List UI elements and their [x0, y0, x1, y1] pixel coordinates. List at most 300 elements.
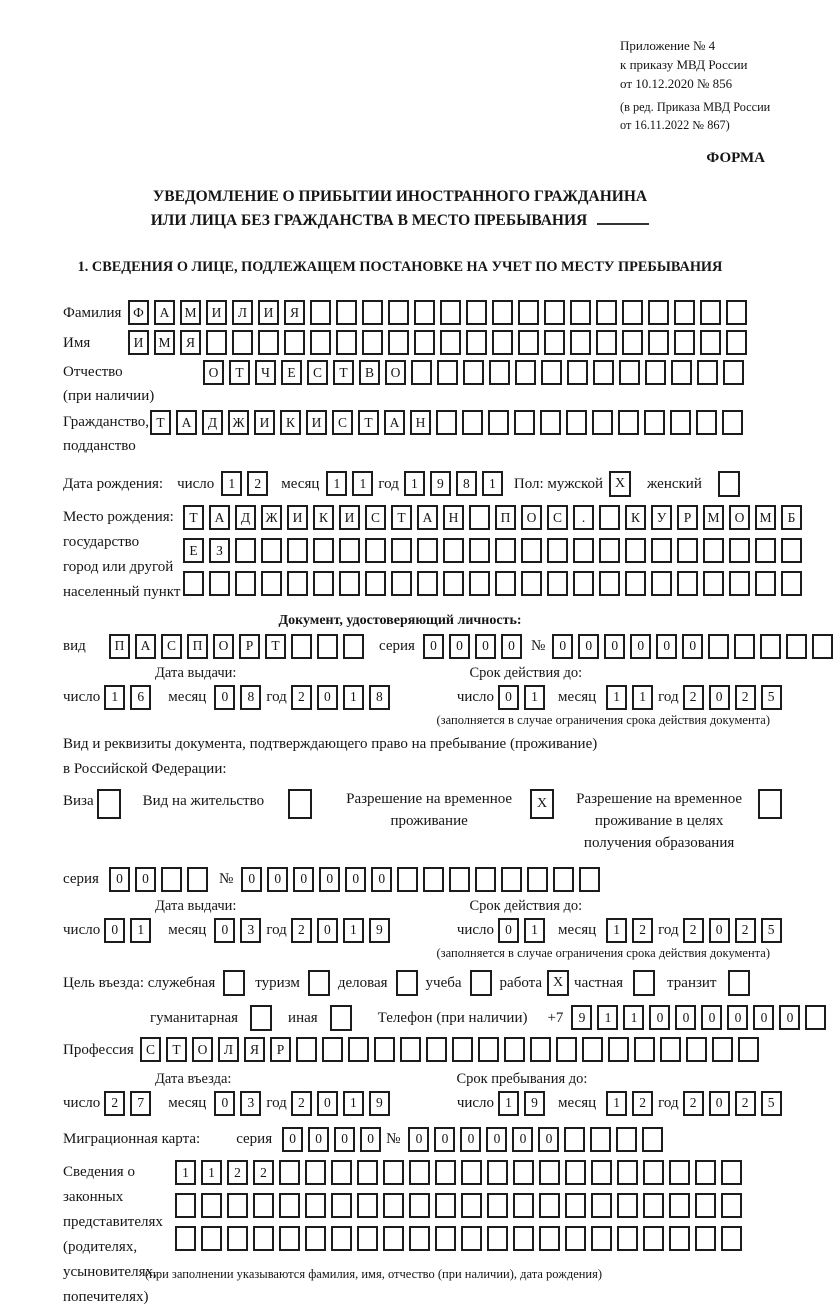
purpose-private-checkbox[interactable]	[633, 970, 655, 996]
char-cell[interactable]	[440, 300, 461, 325]
char-cell[interactable]	[391, 538, 412, 563]
purpose-other-checkbox[interactable]	[330, 1005, 352, 1031]
char-cell[interactable]: 0	[501, 634, 522, 659]
char-cell[interactable]	[674, 300, 695, 325]
char-cell[interactable]	[310, 300, 331, 325]
char-cell[interactable]	[591, 1160, 612, 1185]
char-cell[interactable]: П	[109, 634, 130, 659]
char-cell[interactable]: О	[521, 505, 542, 530]
char-cell[interactable]: 2	[683, 685, 704, 710]
char-cell[interactable]: 0	[709, 685, 730, 710]
char-cell[interactable]: Е	[183, 538, 204, 563]
char-cell[interactable]: Т	[150, 410, 171, 435]
char-cell[interactable]: А	[384, 410, 405, 435]
char-cell[interactable]: 0	[512, 1127, 533, 1152]
char-cell[interactable]: 0	[408, 1127, 429, 1152]
sex-male-checkbox[interactable]: X	[609, 471, 631, 497]
char-cell[interactable]	[357, 1160, 378, 1185]
char-cell[interactable]: 2	[253, 1160, 274, 1185]
char-cell[interactable]: А	[154, 300, 175, 325]
char-cell[interactable]	[599, 538, 620, 563]
char-cell[interactable]	[513, 1193, 534, 1218]
purpose-tourism-checkbox[interactable]	[308, 970, 330, 996]
char-cell[interactable]: 1	[524, 685, 545, 710]
char-cell[interactable]	[686, 1037, 707, 1062]
char-cell[interactable]: О	[729, 505, 750, 530]
char-cell[interactable]	[726, 330, 747, 355]
char-cell[interactable]	[539, 1160, 560, 1185]
char-cell[interactable]	[547, 538, 568, 563]
char-cell[interactable]: 2	[632, 918, 653, 943]
char-cell[interactable]: 1	[201, 1160, 222, 1185]
char-cell[interactable]	[608, 1037, 629, 1062]
char-cell[interactable]	[201, 1193, 222, 1218]
char-cell[interactable]: 8	[456, 471, 477, 496]
char-cell[interactable]	[514, 410, 535, 435]
char-cell[interactable]: 9	[524, 1091, 545, 1116]
char-cell[interactable]: 0	[701, 1005, 722, 1030]
char-cell[interactable]	[414, 300, 435, 325]
char-cell[interactable]: 2	[735, 685, 756, 710]
char-cell[interactable]: А	[176, 410, 197, 435]
char-cell[interactable]: М	[154, 330, 175, 355]
char-cell[interactable]: 0	[682, 634, 703, 659]
char-cell[interactable]: 0	[753, 1005, 774, 1030]
char-cell[interactable]	[469, 571, 490, 596]
char-cell[interactable]	[206, 330, 227, 355]
char-cell[interactable]	[644, 410, 665, 435]
char-cell[interactable]: 0	[709, 918, 730, 943]
sex-female-checkbox[interactable]	[718, 471, 740, 497]
char-cell[interactable]	[781, 538, 802, 563]
char-cell[interactable]: 2	[735, 918, 756, 943]
char-cell[interactable]: .	[573, 505, 594, 530]
char-cell[interactable]	[570, 330, 591, 355]
char-cell[interactable]	[310, 330, 331, 355]
char-cell[interactable]	[530, 1037, 551, 1062]
char-cell[interactable]: 1	[498, 1091, 519, 1116]
char-cell[interactable]	[625, 538, 646, 563]
char-cell[interactable]	[677, 538, 698, 563]
char-cell[interactable]	[596, 300, 617, 325]
char-cell[interactable]: 1	[524, 918, 545, 943]
char-cell[interactable]	[721, 1226, 742, 1251]
char-cell[interactable]	[708, 634, 729, 659]
char-cell[interactable]	[677, 571, 698, 596]
char-cell[interactable]	[305, 1160, 326, 1185]
char-cell[interactable]	[617, 1160, 638, 1185]
char-cell[interactable]: И	[306, 410, 327, 435]
char-cell[interactable]	[495, 538, 516, 563]
char-cell[interactable]: 0	[317, 685, 338, 710]
char-cell[interactable]: 1	[606, 918, 627, 943]
char-cell[interactable]	[573, 571, 594, 596]
purpose-work-checkbox[interactable]: X	[547, 970, 569, 996]
char-cell[interactable]: С	[307, 360, 328, 385]
char-cell[interactable]: П	[187, 634, 208, 659]
char-cell[interactable]	[296, 1037, 317, 1062]
char-cell[interactable]	[566, 410, 587, 435]
char-cell[interactable]	[722, 410, 743, 435]
char-cell[interactable]	[599, 571, 620, 596]
char-cell[interactable]: 1	[404, 471, 425, 496]
char-cell[interactable]: А	[135, 634, 156, 659]
char-cell[interactable]	[388, 330, 409, 355]
char-cell[interactable]: Т	[166, 1037, 187, 1062]
char-cell[interactable]	[279, 1226, 300, 1251]
char-cell[interactable]	[365, 538, 386, 563]
char-cell[interactable]	[417, 538, 438, 563]
char-cell[interactable]	[567, 360, 588, 385]
char-cell[interactable]	[357, 1226, 378, 1251]
char-cell[interactable]	[729, 538, 750, 563]
char-cell[interactable]: В	[359, 360, 380, 385]
char-cell[interactable]	[449, 867, 470, 892]
char-cell[interactable]	[331, 1193, 352, 1218]
char-cell[interactable]	[374, 1037, 395, 1062]
char-cell[interactable]	[723, 360, 744, 385]
char-cell[interactable]: К	[280, 410, 301, 435]
char-cell[interactable]: 0	[649, 1005, 670, 1030]
char-cell[interactable]: 0	[317, 1091, 338, 1116]
char-cell[interactable]	[348, 1037, 369, 1062]
char-cell[interactable]: З	[209, 538, 230, 563]
char-cell[interactable]: 3	[240, 1091, 261, 1116]
char-cell[interactable]	[409, 1160, 430, 1185]
char-cell[interactable]	[357, 1193, 378, 1218]
char-cell[interactable]	[313, 538, 334, 563]
char-cell[interactable]	[695, 1226, 716, 1251]
char-cell[interactable]	[703, 571, 724, 596]
char-cell[interactable]: 9	[369, 918, 390, 943]
char-cell[interactable]: Т	[391, 505, 412, 530]
char-cell[interactable]	[183, 571, 204, 596]
char-cell[interactable]: 0	[656, 634, 677, 659]
char-cell[interactable]: И	[339, 505, 360, 530]
char-cell[interactable]: О	[192, 1037, 213, 1062]
visa-checkbox[interactable]	[97, 789, 121, 819]
char-cell[interactable]	[331, 1226, 352, 1251]
char-cell[interactable]	[279, 1160, 300, 1185]
char-cell[interactable]	[339, 571, 360, 596]
char-cell[interactable]: 6	[130, 685, 151, 710]
char-cell[interactable]	[729, 571, 750, 596]
char-cell[interactable]: 1	[175, 1160, 196, 1185]
char-cell[interactable]: 0	[345, 867, 366, 892]
char-cell[interactable]	[391, 571, 412, 596]
char-cell[interactable]: 8	[369, 685, 390, 710]
purpose-study-checkbox[interactable]	[470, 970, 492, 996]
char-cell[interactable]	[253, 1226, 274, 1251]
char-cell[interactable]	[643, 1193, 664, 1218]
char-cell[interactable]	[540, 410, 561, 435]
char-cell[interactable]	[593, 360, 614, 385]
char-cell[interactable]: Д	[202, 410, 223, 435]
char-cell[interactable]: А	[417, 505, 438, 530]
char-cell[interactable]	[461, 1193, 482, 1218]
char-cell[interactable]	[466, 300, 487, 325]
char-cell[interactable]: 1	[326, 471, 347, 496]
char-cell[interactable]	[469, 505, 490, 530]
char-cell[interactable]	[209, 571, 230, 596]
char-cell[interactable]	[518, 300, 539, 325]
char-cell[interactable]: 0	[109, 867, 130, 892]
char-cell[interactable]: И	[128, 330, 149, 355]
char-cell[interactable]	[582, 1037, 603, 1062]
char-cell[interactable]	[556, 1037, 577, 1062]
char-cell[interactable]	[336, 300, 357, 325]
char-cell[interactable]	[343, 634, 364, 659]
char-cell[interactable]	[462, 410, 483, 435]
char-cell[interactable]	[669, 1160, 690, 1185]
char-cell[interactable]	[513, 1160, 534, 1185]
char-cell[interactable]	[700, 300, 721, 325]
char-cell[interactable]	[622, 300, 643, 325]
char-cell[interactable]	[336, 330, 357, 355]
char-cell[interactable]	[642, 1127, 663, 1152]
char-cell[interactable]: Н	[410, 410, 431, 435]
char-cell[interactable]: 0	[460, 1127, 481, 1152]
char-cell[interactable]: 5	[761, 685, 782, 710]
char-cell[interactable]	[501, 867, 522, 892]
char-cell[interactable]: С	[140, 1037, 161, 1062]
char-cell[interactable]	[669, 1226, 690, 1251]
char-cell[interactable]: 0	[578, 634, 599, 659]
char-cell[interactable]: 0	[434, 1127, 455, 1152]
char-cell[interactable]: М	[703, 505, 724, 530]
char-cell[interactable]	[518, 330, 539, 355]
char-cell[interactable]	[591, 1193, 612, 1218]
char-cell[interactable]	[513, 1226, 534, 1251]
char-cell[interactable]: 0	[241, 867, 262, 892]
char-cell[interactable]: 1	[623, 1005, 644, 1030]
char-cell[interactable]: П	[495, 505, 516, 530]
char-cell[interactable]	[590, 1127, 611, 1152]
char-cell[interactable]	[437, 360, 458, 385]
char-cell[interactable]	[409, 1193, 430, 1218]
char-cell[interactable]: И	[287, 505, 308, 530]
char-cell[interactable]: 0	[282, 1127, 303, 1152]
char-cell[interactable]	[648, 300, 669, 325]
char-cell[interactable]	[616, 1127, 637, 1152]
char-cell[interactable]: Н	[443, 505, 464, 530]
char-cell[interactable]	[487, 1226, 508, 1251]
char-cell[interactable]: С	[332, 410, 353, 435]
char-cell[interactable]	[397, 867, 418, 892]
char-cell[interactable]: 5	[761, 918, 782, 943]
char-cell[interactable]	[553, 867, 574, 892]
char-cell[interactable]	[618, 410, 639, 435]
char-cell[interactable]	[463, 360, 484, 385]
char-cell[interactable]: 1	[343, 685, 364, 710]
char-cell[interactable]: 2	[683, 918, 704, 943]
char-cell[interactable]	[541, 360, 562, 385]
char-cell[interactable]: У	[651, 505, 672, 530]
char-cell[interactable]: 0	[371, 867, 392, 892]
char-cell[interactable]	[492, 300, 513, 325]
char-cell[interactable]	[261, 571, 282, 596]
char-cell[interactable]	[339, 538, 360, 563]
char-cell[interactable]: 2	[291, 1091, 312, 1116]
char-cell[interactable]	[579, 867, 600, 892]
char-cell[interactable]: 1	[606, 685, 627, 710]
char-cell[interactable]: 0	[675, 1005, 696, 1030]
char-cell[interactable]: 0	[486, 1127, 507, 1152]
char-cell[interactable]	[544, 300, 565, 325]
char-cell[interactable]: 3	[240, 918, 261, 943]
char-cell[interactable]	[322, 1037, 343, 1062]
char-cell[interactable]	[760, 634, 781, 659]
char-cell[interactable]: 1	[221, 471, 242, 496]
char-cell[interactable]	[738, 1037, 759, 1062]
char-cell[interactable]: 2	[735, 1091, 756, 1116]
char-cell[interactable]: Т	[265, 634, 286, 659]
char-cell[interactable]	[564, 1127, 585, 1152]
char-cell[interactable]: 1	[352, 471, 373, 496]
char-cell[interactable]: 0	[319, 867, 340, 892]
char-cell[interactable]	[721, 1160, 742, 1185]
char-cell[interactable]: 9	[430, 471, 451, 496]
char-cell[interactable]: 2	[632, 1091, 653, 1116]
char-cell[interactable]	[365, 571, 386, 596]
char-cell[interactable]: 0	[360, 1127, 381, 1152]
char-cell[interactable]	[409, 1226, 430, 1251]
char-cell[interactable]: 9	[369, 1091, 390, 1116]
char-cell[interactable]: Р	[239, 634, 260, 659]
char-cell[interactable]	[287, 538, 308, 563]
char-cell[interactable]: Б	[781, 505, 802, 530]
purpose-business-checkbox[interactable]	[396, 970, 418, 996]
char-cell[interactable]	[596, 330, 617, 355]
char-cell[interactable]	[279, 1193, 300, 1218]
char-cell[interactable]: И	[206, 300, 227, 325]
char-cell[interactable]: 1	[606, 1091, 627, 1116]
char-cell[interactable]	[781, 571, 802, 596]
char-cell[interactable]: 9	[571, 1005, 592, 1030]
char-cell[interactable]: 0	[498, 685, 519, 710]
char-cell[interactable]: 0	[334, 1127, 355, 1152]
char-cell[interactable]	[544, 330, 565, 355]
char-cell[interactable]	[812, 634, 833, 659]
char-cell[interactable]: Я	[180, 330, 201, 355]
char-cell[interactable]: О	[203, 360, 224, 385]
char-cell[interactable]	[712, 1037, 733, 1062]
char-cell[interactable]	[258, 330, 279, 355]
char-cell[interactable]	[261, 538, 282, 563]
char-cell[interactable]	[487, 1160, 508, 1185]
char-cell[interactable]: 0	[267, 867, 288, 892]
char-cell[interactable]	[670, 410, 691, 435]
char-cell[interactable]	[700, 330, 721, 355]
char-cell[interactable]: Ф	[128, 300, 149, 325]
char-cell[interactable]	[201, 1226, 222, 1251]
char-cell[interactable]	[495, 571, 516, 596]
char-cell[interactable]	[383, 1226, 404, 1251]
purpose-humanitarian-checkbox[interactable]	[250, 1005, 272, 1031]
char-cell[interactable]: 0	[423, 634, 444, 659]
char-cell[interactable]	[291, 634, 312, 659]
char-cell[interactable]: Л	[218, 1037, 239, 1062]
char-cell[interactable]: С	[365, 505, 386, 530]
char-cell[interactable]	[466, 330, 487, 355]
char-cell[interactable]	[565, 1226, 586, 1251]
char-cell[interactable]: О	[385, 360, 406, 385]
char-cell[interactable]: Т	[358, 410, 379, 435]
char-cell[interactable]: Е	[281, 360, 302, 385]
char-cell[interactable]: 7	[130, 1091, 151, 1116]
char-cell[interactable]	[235, 571, 256, 596]
char-cell[interactable]	[443, 538, 464, 563]
char-cell[interactable]: Т	[333, 360, 354, 385]
residence-permit-checkbox[interactable]	[288, 789, 312, 819]
char-cell[interactable]	[426, 1037, 447, 1062]
char-cell[interactable]: И	[254, 410, 275, 435]
char-cell[interactable]	[695, 1160, 716, 1185]
char-cell[interactable]: 5	[761, 1091, 782, 1116]
char-cell[interactable]: 1	[482, 471, 503, 496]
char-cell[interactable]: О	[213, 634, 234, 659]
char-cell[interactable]	[227, 1226, 248, 1251]
char-cell[interactable]: 0	[317, 918, 338, 943]
char-cell[interactable]	[388, 300, 409, 325]
char-cell[interactable]	[539, 1193, 560, 1218]
char-cell[interactable]: 0	[498, 918, 519, 943]
char-cell[interactable]	[417, 571, 438, 596]
char-cell[interactable]	[573, 538, 594, 563]
char-cell[interactable]	[305, 1226, 326, 1251]
char-cell[interactable]: Я	[244, 1037, 265, 1062]
char-cell[interactable]	[660, 1037, 681, 1062]
char-cell[interactable]	[651, 571, 672, 596]
char-cell[interactable]	[452, 1037, 473, 1062]
char-cell[interactable]: 1	[104, 685, 125, 710]
char-cell[interactable]: 2	[291, 918, 312, 943]
char-cell[interactable]	[492, 330, 513, 355]
char-cell[interactable]	[565, 1160, 586, 1185]
char-cell[interactable]	[284, 330, 305, 355]
char-cell[interactable]	[461, 1160, 482, 1185]
purpose-transit-checkbox[interactable]	[728, 970, 750, 996]
char-cell[interactable]: 2	[247, 471, 268, 496]
char-cell[interactable]: И	[258, 300, 279, 325]
char-cell[interactable]	[721, 1193, 742, 1218]
char-cell[interactable]	[487, 1193, 508, 1218]
char-cell[interactable]: 1	[343, 1091, 364, 1116]
char-cell[interactable]	[617, 1193, 638, 1218]
char-cell[interactable]	[469, 538, 490, 563]
char-cell[interactable]: Р	[677, 505, 698, 530]
char-cell[interactable]	[515, 360, 536, 385]
char-cell[interactable]	[305, 1193, 326, 1218]
char-cell[interactable]	[504, 1037, 525, 1062]
char-cell[interactable]	[622, 330, 643, 355]
char-cell[interactable]: Т	[183, 505, 204, 530]
char-cell[interactable]	[703, 538, 724, 563]
char-cell[interactable]: 2	[227, 1160, 248, 1185]
char-cell[interactable]	[287, 571, 308, 596]
char-cell[interactable]	[400, 1037, 421, 1062]
char-cell[interactable]	[674, 330, 695, 355]
char-cell[interactable]: Я	[284, 300, 305, 325]
char-cell[interactable]	[570, 300, 591, 325]
char-cell[interactable]	[669, 1193, 690, 1218]
char-cell[interactable]: 0	[449, 634, 470, 659]
char-cell[interactable]	[599, 505, 620, 530]
char-cell[interactable]	[734, 634, 755, 659]
char-cell[interactable]	[645, 360, 666, 385]
char-cell[interactable]: 0	[475, 634, 496, 659]
char-cell[interactable]: 1	[130, 918, 151, 943]
